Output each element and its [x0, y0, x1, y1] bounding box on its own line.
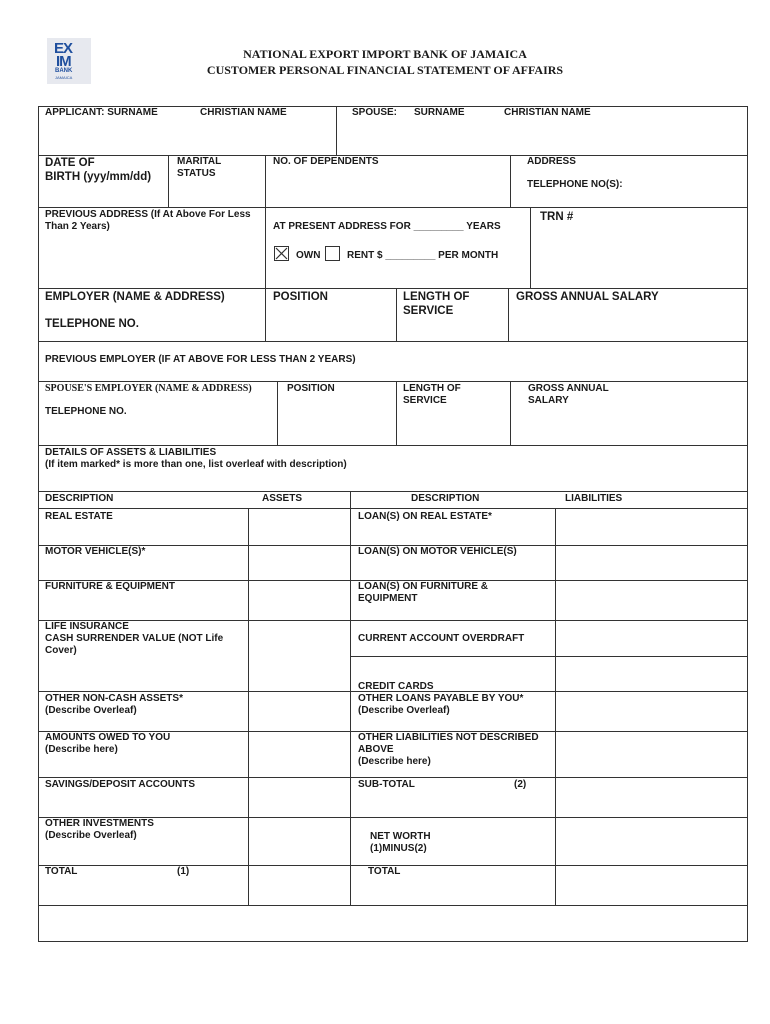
length-of-service-label: LENGTH OF SERVICE [403, 291, 470, 317]
liability-amount-cell[interactable] [557, 510, 746, 544]
asset-total-cell[interactable] [250, 867, 348, 904]
asset-savings: SAVINGS/DEPOSIT ACCOUNTS [45, 779, 196, 790]
divider-spouse [336, 106, 337, 155]
net-worth-label: NET WORTH (1)MINUS(2) [370, 831, 431, 854]
net-worth-cell[interactable] [557, 819, 746, 864]
previous-address-label: PREVIOUS ADDRESS (If At Above For Less Than 2 Years) [45, 209, 251, 232]
asset-amount-cell[interactable] [250, 622, 348, 690]
table-row-line [350, 620, 748, 621]
spouse-christian-name-label: CHRISTIAN NAME [504, 107, 591, 118]
table-row-line [350, 817, 748, 818]
logo-text-bank: BANK [55, 68, 73, 74]
own-checkbox[interactable] [274, 246, 289, 261]
spouse-telephone-label: TELEPHONE NO. [45, 406, 127, 417]
marital-status-label: MARITAL STATUS [177, 156, 222, 179]
applicant-christian-name-label: CHRISTIAN NAME [200, 107, 287, 118]
table-header-liabilities: LIABILITIES [565, 493, 623, 504]
divider-spouse-salary [510, 381, 511, 445]
address-label: ADDRESS [527, 156, 576, 167]
check-x-icon [275, 247, 288, 260]
spouse-salary-label: GROSS ANNUAL SALARY [528, 383, 609, 406]
previous-employer-label: PREVIOUS EMPLOYER (IF AT ABOVE FOR LESS THAN 2 YEARS) [45, 354, 356, 365]
rent-checkbox[interactable] [325, 246, 340, 261]
asset-total-label: TOTAL [45, 866, 78, 877]
liability-subtotal-cell[interactable] [557, 779, 746, 816]
asset-furniture: FURNITURE & EQUIPMENT [45, 581, 175, 592]
dob-label: DATE OF BIRTH (yyy/mm/dd) [45, 157, 152, 183]
liability-amount-cell[interactable] [557, 582, 746, 619]
liability-amount-cell[interactable] [557, 733, 746, 776]
asset-amount-cell[interactable] [250, 819, 348, 864]
divider-row-4 [38, 341, 748, 342]
liability-total-label: TOTAL [368, 866, 401, 877]
logo-text-im: IM [56, 53, 71, 70]
table-header-description-left: DESCRIPTION [45, 493, 114, 504]
liability-overdraft: CURRENT ACCOUNT OVERDRAFT [358, 633, 525, 644]
asset-life-insurance: LIFE INSURANCE CASH SURRENDER VALUE (NOT Life Cover) [45, 621, 224, 656]
divider-dob [168, 155, 169, 207]
asset-total-marker: (1) [177, 866, 190, 877]
asset-amounts-owed: AMOUNTS OWED TO YOU (Describe here) [45, 732, 171, 755]
own-label: OWN [296, 250, 321, 261]
liability-subtotal-label: SUB-TOTAL [358, 779, 415, 790]
divider-position [396, 288, 397, 341]
table-row-line [38, 865, 350, 866]
liability-other-loans: OTHER LOANS PAYABLE BY YOU* (Describe Overleaf) [358, 693, 524, 716]
table-row-line [350, 656, 748, 657]
present-address-label: AT PRESENT ADDRESS FOR _________ YEARS [273, 221, 501, 232]
divider-row-3 [38, 288, 748, 289]
asset-amount-cell[interactable] [250, 693, 348, 730]
asset-real-estate: REAL ESTATE [45, 511, 113, 522]
liability-loans-real-estate: LOAN(S) ON REAL ESTATE* [358, 511, 492, 522]
liability-amount-cell[interactable] [557, 693, 746, 730]
divider-row-6 [38, 445, 748, 446]
asset-motor-vehicles: MOTOR VEHICLE(S)* [45, 546, 146, 557]
table-header-line [38, 508, 748, 509]
divider-dependents [510, 155, 511, 207]
liability-amount-cell[interactable] [557, 658, 746, 690]
spouse-name-field[interactable] [338, 121, 744, 153]
asset-amount-cell[interactable] [250, 733, 348, 776]
position-label: POSITION [273, 291, 328, 303]
spouse-position-label: POSITION [287, 383, 335, 394]
liability-subtotal-marker: (2) [514, 779, 527, 790]
telephone-label: TELEPHONE NO(S): [527, 179, 623, 190]
divider-length [508, 288, 509, 341]
applicant-name-field[interactable] [40, 121, 334, 153]
spouse-length-label: LENGTH OF SERVICE [403, 383, 461, 406]
applicant-surname-label: APPLICANT: SURNAME [45, 107, 158, 118]
liability-loans-motor-vehicles: LOAN(S) ON MOTOR VEHICLE(S) [358, 546, 517, 557]
liability-credit-cards: CREDIT CARDS [358, 681, 434, 692]
liability-other-liabilities: OTHER LIABILITIES NOT DESCRIBED ABOVE (Describe here) [358, 732, 539, 767]
table-row-line [350, 865, 748, 866]
dependents-label: NO. OF DEPENDENTS [273, 156, 379, 167]
table-col-liabilities-left [555, 508, 556, 905]
logo-text-ex: EX [54, 40, 73, 57]
table-header-description-right: DESCRIPTION [411, 493, 480, 504]
logo-text-jamaica: JAMAICA [55, 75, 73, 80]
asset-other-non-cash: OTHER NON-CASH ASSETS* (Describe Overleaf) [45, 693, 183, 716]
table-col-middle [350, 491, 351, 905]
rent-label: RENT $ _________ PER MONTH [347, 250, 499, 261]
employer-telephone-label: TELEPHONE NO. [45, 318, 139, 330]
spouse-employer-label: SPOUSE'S EMPLOYER (NAME & ADDRESS) [45, 383, 252, 394]
table-bottom-line [38, 905, 748, 906]
liability-amount-cell[interactable] [557, 547, 746, 579]
liability-total-cell[interactable] [557, 867, 746, 904]
employer-label: EMPLOYER (NAME & ADDRESS) [45, 291, 225, 303]
table-row-line [350, 777, 748, 778]
form-title: NATIONAL EXPORT IMPORT BANK OF JAMAICA [243, 47, 527, 61]
divider-spouse-length [396, 381, 397, 445]
divider-row-5 [38, 381, 748, 382]
asset-amount-cell[interactable] [250, 779, 348, 816]
table-col-assets-left [248, 508, 249, 905]
spouse-surname-label: SURNAME [414, 107, 465, 118]
form-subtitle: CUSTOMER PERSONAL FINANCIAL STATEMENT OF AFFAIRS [206, 63, 564, 77]
divider-row-2 [38, 207, 748, 208]
divider-spouse-position [277, 381, 278, 445]
liability-loans-furniture: LOAN(S) ON FURNITURE & EQUIPMENT [358, 581, 488, 604]
details-note: (If item marked* is more than one, list overleaf with description) [45, 459, 347, 470]
spouse-label: SPOUSE: [352, 107, 398, 118]
table-row-line [38, 777, 350, 778]
asset-amount-cell[interactable] [250, 547, 348, 579]
asset-amount-cell[interactable] [250, 510, 348, 544]
divider-row-7 [38, 491, 748, 492]
exim-bank-logo [47, 38, 91, 84]
details-title: DETAILS OF ASSETS & LIABILITIES [45, 447, 217, 458]
table-row-line [38, 691, 350, 692]
divider-trn [530, 207, 531, 288]
trn-label: TRN # [540, 211, 574, 223]
asset-other-investments: OTHER INVESTMENTS (Describe Overleaf) [45, 818, 154, 841]
divider-marital [265, 155, 266, 341]
asset-amount-cell[interactable] [250, 582, 348, 619]
table-header-assets: ASSETS [262, 493, 303, 504]
gross-salary-label: GROSS ANNUAL SALARY [516, 291, 659, 303]
liability-amount-cell[interactable] [557, 622, 746, 655]
